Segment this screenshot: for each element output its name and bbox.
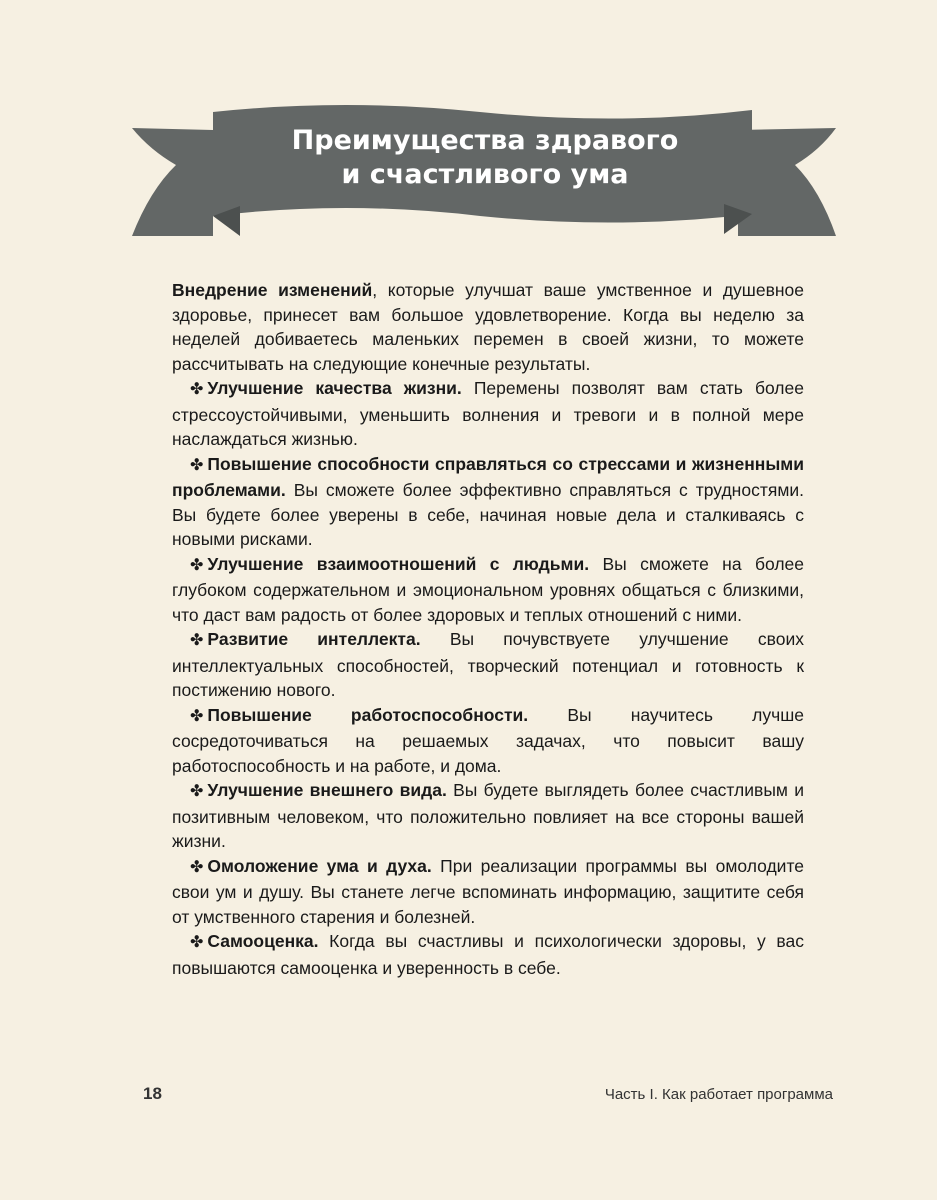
benefit-title: Улучшение взаимоотношений с людьми. bbox=[207, 553, 590, 574]
benefit-title: Улучшение внешнего вида. bbox=[207, 780, 447, 800]
running-footer: Часть I. Как работает программа bbox=[604, 1086, 833, 1103]
benefit-text: Вы научитесь лучше сосредоточиваться на решаемых задачах, что повысит вашу работоспособность и на работе, и дома. bbox=[172, 704, 804, 776]
benefit-item bbox=[172, 552, 804, 628]
bullet-icon: ✤ bbox=[190, 456, 204, 474]
benefit-text: Вы почувствуете улучшение своих интеллектуальных способностей, творческий потенциал и готовность к постижению нового. bbox=[172, 629, 804, 700]
benefit-title: Повышение работоспособности. bbox=[207, 704, 529, 725]
bullet-icon: ✤ bbox=[190, 381, 204, 398]
benefit-item bbox=[172, 376, 804, 452]
benefit-title: Улучшение качества жизни. bbox=[207, 378, 462, 398]
benefit-title: Развитие интеллекта. bbox=[207, 629, 421, 649]
bullet-icon: ✤ bbox=[190, 556, 204, 574]
bullet-icon: ✤ bbox=[190, 858, 204, 876]
body-text bbox=[172, 278, 804, 980]
page-heading bbox=[215, 124, 755, 192]
benefit-item bbox=[172, 929, 804, 980]
benefit-text: При реализации программы вы омолодите свои ум и душу. Вы станете легче вспоминать информацию, защитите себя от умственного старения и болезней. bbox=[172, 855, 804, 927]
benefit-item bbox=[172, 627, 804, 703]
title-banner bbox=[0, 0, 937, 260]
benefit-title: Омоложение ума и духа. bbox=[207, 855, 432, 876]
bullet-icon: ✤ bbox=[190, 632, 204, 649]
bullet-icon: ✤ bbox=[190, 707, 204, 725]
bullet-icon: ✤ bbox=[190, 783, 204, 800]
heading-line-1: Преимущества здравого bbox=[291, 125, 679, 156]
benefit-text: Вы будете выглядеть более счастливым и позитивным человеком, что положительно повлияет на все стороны вашей жизни. bbox=[172, 780, 805, 851]
benefit-text: Вы сможете на более глубоком содержательном и эмоциональном уровнях общаться с близкими, что даст вам радость от более здоровых и теплых отношений с ними. bbox=[172, 553, 804, 625]
bullet-icon: ✤ bbox=[190, 934, 204, 951]
benefit-text: Когда вы счастливы и психологически здоровы, у вас повышаются самооценка и уверенность в себе. bbox=[172, 931, 804, 978]
intro-paragraph bbox=[172, 278, 804, 376]
benefit-text: Вы сможете более эффективно справляться с трудностями. Вы будете более уверены в себе, начиная новые дела и сталкиваясь с новыми рисками. bbox=[172, 480, 804, 549]
benefit-item bbox=[172, 778, 804, 854]
intro-lead: Внедрение изменений bbox=[172, 280, 373, 300]
benefit-item bbox=[172, 854, 804, 930]
benefit-title: Повышение способности справляться со стрессами и жизненными проблемами. bbox=[172, 453, 804, 500]
heading-line-2: и счастливого ума bbox=[341, 159, 629, 190]
benefit-item bbox=[172, 452, 804, 552]
benefit-text: Перемены позволят вам стать более стрессоустойчивыми, уменьшить волнения и тревоги и в полной мере наслаждаться жизнью. bbox=[172, 378, 804, 449]
benefit-title: Самооценка. bbox=[207, 931, 319, 951]
intro-text: , которые улучшат ваше умственное и душевное здоровье, принесет вам большое удовлетворение. Когда вы неделю за неделей добиваетесь маленьких перемен в своей жизни, то можете рассчитывать на следующие конечные результаты. bbox=[172, 280, 804, 374]
page-number: 18 bbox=[143, 1084, 162, 1103]
benefit-item bbox=[172, 703, 804, 779]
